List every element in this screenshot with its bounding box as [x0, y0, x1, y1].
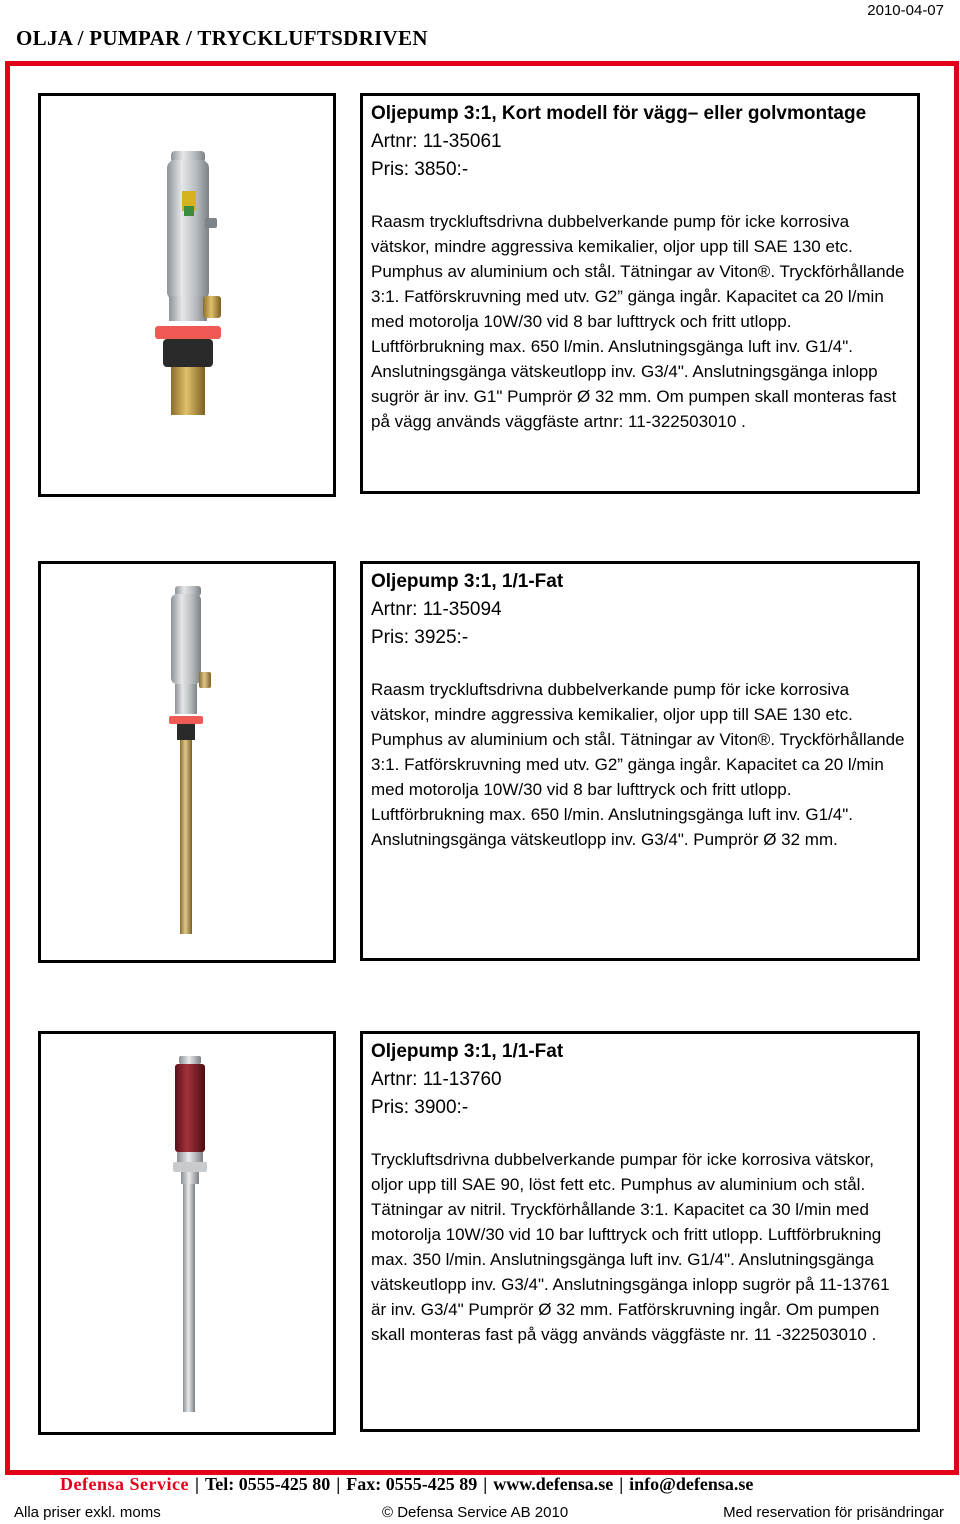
- footer-web-link[interactable]: www.defensa.se: [493, 1474, 614, 1494]
- product-image-box-1: [38, 93, 336, 497]
- product-info-box-2: [360, 561, 920, 961]
- footer-email-link[interactable]: info@defensa.se: [629, 1474, 754, 1494]
- footer-contact-line: Defensa Service | Tel: 0555-425 80 | Fax: 0555-425 89 | www.defensa.se | info@defensa.se: [60, 1474, 754, 1494]
- footer-fax: Fax: 0555-425 89: [346, 1474, 478, 1494]
- product-image-box-2: [38, 561, 336, 963]
- product-artnr: Artnr: 11-13760: [371, 1069, 502, 1090]
- footer-copyright: © Defensa Service AB 2010: [382, 1504, 569, 1521]
- product-artnr: Artnr: 11-35061: [371, 131, 502, 152]
- product-description: Raasm tryckluftsdrivna dubbelverkande pump för icke korrosiva vätskor, mindre aggressiva kemikalier, oljor upp till SAE 130 etc. Pumphus av aluminium och stål. Tätningar av Viton®. Tryckförhållande 3:1. Fatförskruvning med utv. G2” gänga ingår. Kapacitet ca 20 l/min med motorolja 10W/30 vid 8 bar lufttryck och fritt utlopp. Luftförbrukning max. 650 l/min. Anslutningsgänga luft inv. G1/4". Anslutningsgänga vätskeutlopp inv. G3/4". Pumprör Ø 32 mm.: [371, 680, 905, 849]
- footer-price-note: Alla priser exkl. moms: [14, 1504, 161, 1521]
- product-title: Oljepump 3:1, 1/1-Fat: [371, 1041, 564, 1062]
- product-description: Raasm tryckluftsdrivna dubbelverkande pump för icke korrosiva vätskor, mindre aggressiva kemikalier, oljor upp till SAE 130 etc. Pumphus av aluminium och stål. Tätningar av Viton®. Tryckförhållande 3:1. Fatförskruvning med utv. G2” gänga ingår. Kapacitet ca 20 l/min med motorolja 10W/30 vid 8 bar lufttryck och fritt utlopp. Luftförbrukning max. 650 l/min. Anslutningsgänga luft inv. G1/4". Anslutningsgänga vätskeutlopp inv. G3/4". Anslutningsgänga inlopp sugrör är inv. G1" Pumprör Ø 32 mm. Om pumpen skall monteras fast på vägg används väggfäste artnr: 11-322503010 .: [371, 212, 905, 431]
- product-info-box-1: [360, 93, 920, 494]
- footer-reservation: Med reservation för prisändringar: [723, 1504, 944, 1521]
- product-info-box-3: [360, 1031, 920, 1432]
- footer-brand: Defensa Service: [60, 1474, 189, 1494]
- product-title: Oljepump 3:1, 1/1-Fat: [371, 571, 564, 592]
- page-date: 2010-04-07: [867, 2, 944, 19]
- product-price: Pris: 3900:-: [371, 1097, 469, 1118]
- drum-pump-image: [41, 564, 333, 960]
- product-artnr: Artnr: 11-35094: [371, 599, 502, 620]
- page-title: OLJA / PUMPAR / TRYCKLUFTSDRIVEN: [16, 26, 428, 50]
- product-title: Oljepump 3:1, Kort modell för vägg– eller golvmontage: [371, 103, 867, 124]
- product-price: Pris: 3850:-: [371, 159, 469, 180]
- product-description: Tryckluftsdrivna dubbelverkande pumpar för icke korrosiva vätskor, oljor upp till SAE 90, löst fett etc. Pumphus av aluminium och stål. Tätningar av nitril. Tryckförhållande 3:1. Kapacitet ca 30 l/min med motorolja 10W/30 vid 10 bar lufttryck och fritt utlopp. Luftförbrukning max. 350 l/min. Anslutningsgänga luft inv. G1/4". Anslutningsgänga vätskeutlopp inv. G3/4". Anslutningsgänga inlopp sugrör på 11-13761 är inv. G3/4" Pumprör Ø 32 mm. Fatförskruvning ingår. Om pumpen skall monteras fast på vägg används väggfäste nr. 11 -322503010 .: [371, 1150, 890, 1344]
- short-pump-image: [41, 96, 333, 494]
- drum-pump-red-image: [41, 1034, 333, 1432]
- footer-tel: Tel: 0555-425 80: [204, 1474, 331, 1494]
- product-price: Pris: 3925:-: [371, 627, 469, 648]
- product-image-box-3: [38, 1031, 336, 1435]
